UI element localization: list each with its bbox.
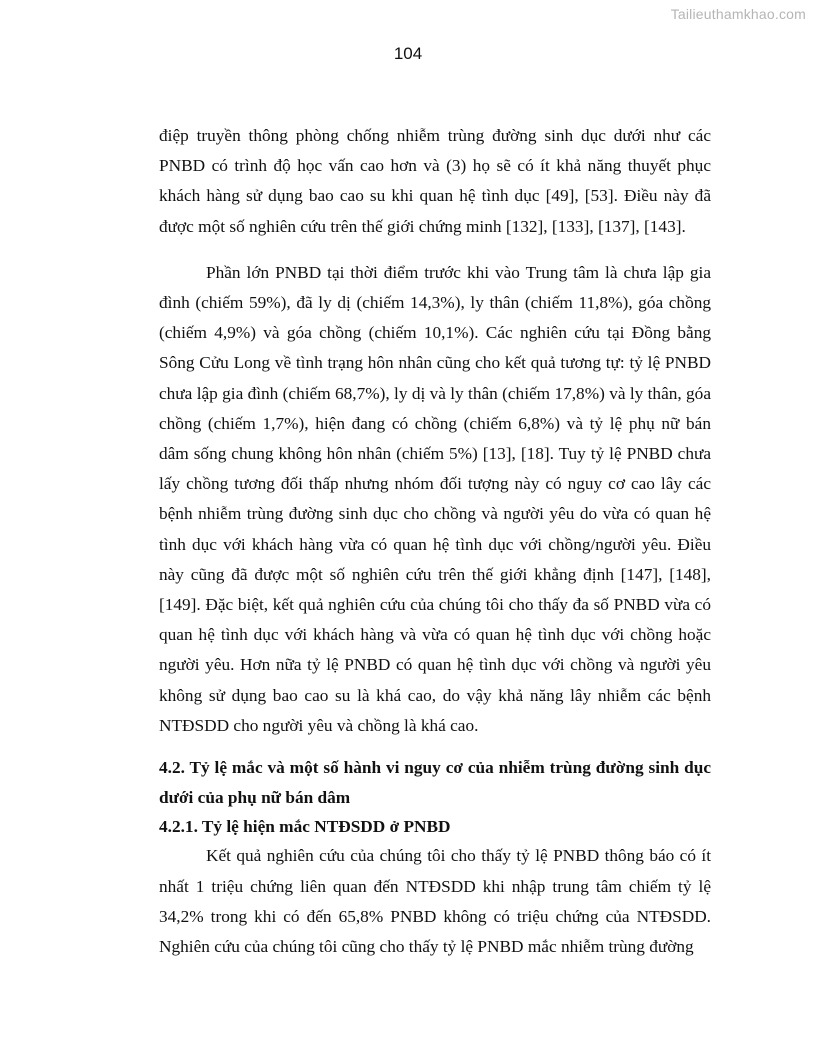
page-number: 104 — [393, 44, 423, 63]
paragraph-1: điệp truyền thông phòng chống nhiễm trùng đường sinh dục dưới như các PNBD có trình độ học vấn cao hơn và (3) họ sẽ có ít khả năng thuyết phục khách hàng sử dụng bao cao su khi quan hệ tình dục [49], [53]. Điều này đã được một số nghiên cứu trên thế giới chứng minh [132], [133], [137], [143]. — [159, 126, 711, 236]
paragraph-2: Phần lớn PNBD tại thời điểm trước khi vào Trung tâm là chưa lập gia đình (chiếm 59%), đã ly dị (chiếm 14,3%), ly thân (chiếm 11,8%), góa chồng (chiếm 4,9%) và góa chồng (chiếm 10,1%). Các nghiên cứu tại Đồng bằng Sông Cửu Long về tình trạng hôn nhân cũng cho kết quả tương tự: tỷ lệ PNBD chưa lập gia đình (chiếm 68,7%), ly dị và ly thân (chiếm 17,8%) và ly thân, góa chồng (chiếm 1,7%), hiện đang có chồng (chiếm 6,8%) và tỷ lệ phụ nữ bán dâm sống chung không hôn nhân (chiếm 5%) [13], [18]. Tuy tỷ lệ PNBD chưa lấy chồng tương đối thấp nhưng nhóm đối tượng này có nguy cơ cao lây các bệnh nhiễm trùng đường sinh dục cho chồng và người yêu do vừa có quan hệ tình dục với khách hàng vừa có quan hệ tình dục với chồng/người yêu. Điều này cũng đã được một số nghiên cứu trên thế giới khẳng định [147], [148], [149]. Đặc biệt, kết quả nghiên cứu của chúng tôi cho thấy đa số PNBD vừa có quan hệ tình dục với khách hàng và vừa có quan hệ tình dục với chồng hoặc người yêu. Hơn nữa tỷ lệ PNBD có quan hệ tình dục với chồng và người yêu không sử dụng bao cao su là khá cao, do vậy khả năng lây nhiễm các bệnh NTĐSDD cho người yêu và chồng là khá cao. — [159, 262, 711, 735]
document-body — [159, 121, 711, 962]
section-spacer — [159, 741, 711, 753]
section-heading: 4.2. Tỷ lệ mắc và một số hành vi nguy cơ của nhiễm trùng đường sinh dục dưới của phụ nữ bán dâm — [159, 758, 711, 808]
watermark-text: Tailieuthamkhao.com — [670, 6, 806, 22]
paragraph-3: Kết quả nghiên cứu của chúng tôi cho thấy tỷ lệ PNBD thông báo có ít nhất 1 triệu chứng liên quan đến NTĐSDD khi nhập trung tâm chiếm tỷ lệ 34,2% trong khi có đến 65,8% PNBD không có triệu chứng của NTĐSDD. Nghiên cứu của chúng tôi cũng cho thấy tỷ lệ PNBD mắc nhiễm trùng đường — [159, 846, 711, 957]
paragraph-spacer — [159, 242, 711, 258]
subsection-heading: 4.2.1. Tỷ lệ hiện mắc NTĐSDD ở PNBD — [159, 817, 451, 837]
